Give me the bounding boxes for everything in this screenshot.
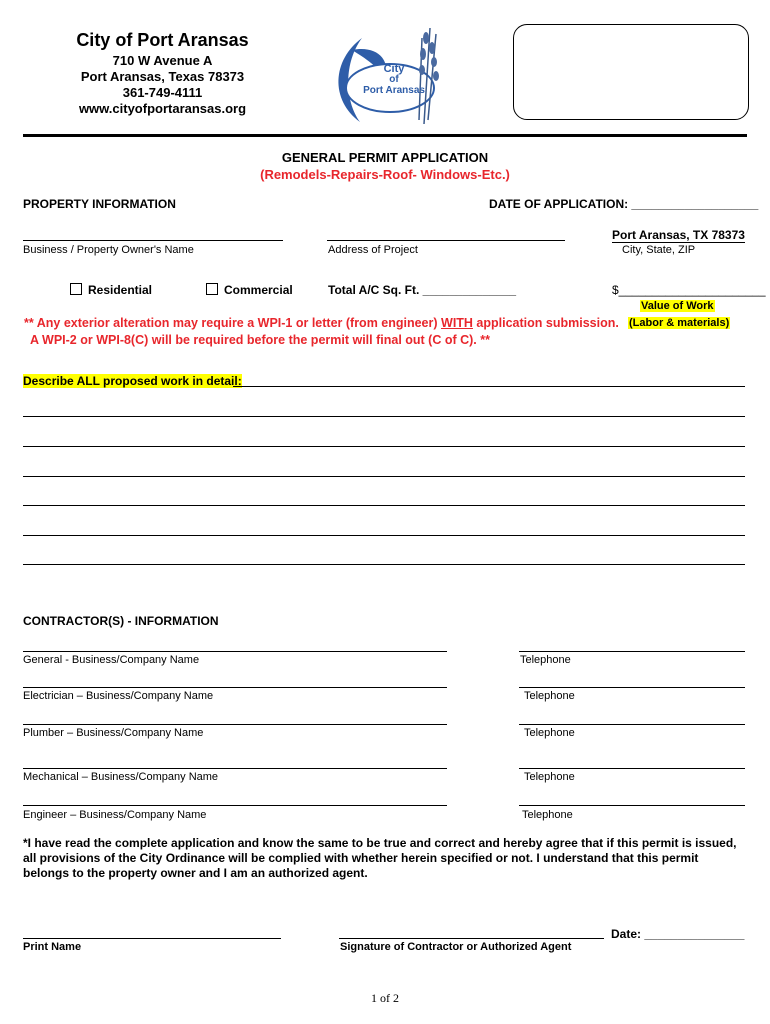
signature-date-field[interactable]: Date: _______________ — [611, 927, 745, 941]
logo-text-of: of — [389, 74, 399, 85]
describe-line-3[interactable] — [23, 476, 745, 477]
engineer-phone-field[interactable] — [519, 805, 745, 806]
form-subtitle: (Remodels-Repairs-Roof- Windows-Etc.) — [260, 167, 510, 182]
city-state-zip-value[interactable]: Port Aransas, TX 78373 — [612, 228, 745, 242]
mechanical-phone-field[interactable] — [519, 768, 745, 769]
notice-with: WITH — [441, 316, 473, 330]
notice-text-a: ** Any exterior alteration may require a WPI-1 or letter (from engineer) — [24, 316, 442, 330]
engineer-name-field[interactable] — [23, 805, 447, 806]
logo-text-city: City — [383, 63, 405, 75]
electrician-phone-field[interactable] — [519, 687, 745, 688]
labor-materials-label: (Labor & materials) — [629, 317, 730, 329]
form-title: GENERAL PERMIT APPLICATION — [281, 150, 489, 165]
print-name-label: Print Name — [23, 941, 82, 953]
property-heading: PROPERTY INFORMATION — [23, 197, 176, 211]
notice-line-1 — [24, 316, 619, 330]
engineer-name-label: Engineer – Business/Company Name — [23, 809, 207, 821]
describe-line-1[interactable] — [23, 416, 745, 417]
date-of-application[interactable]: DATE OF APPLICATION: ___________________ — [489, 197, 759, 211]
describe-line-6[interactable] — [23, 564, 745, 565]
header-divider — [23, 134, 747, 137]
value-of-work-label: Value of Work — [641, 300, 714, 312]
address-line-1: 710 W Avenue A — [112, 53, 213, 68]
logo-graphic — [322, 20, 452, 132]
city-state-zip-label: City, State, ZIP — [622, 244, 696, 256]
project-address-field[interactable] — [327, 240, 565, 241]
describe-line-4[interactable] — [23, 505, 745, 506]
engineer-phone-label: Telephone — [522, 809, 573, 821]
affirmation-text: *I have read the complete application and know the same to be true and correct and hereby agree that if this permit is issued, all provisions of the City Ordinance will be complied with whether herein specified or not. I understand that this permit belongs to the property owner and I am an authorized agent. — [23, 836, 737, 880]
notice-text-b: application submission. — [472, 316, 619, 330]
city-address — [40, 53, 285, 117]
plumber-name-field[interactable] — [23, 724, 447, 725]
page-number: 1 of 2 — [371, 991, 399, 1005]
residential-option[interactable] — [70, 283, 152, 297]
total-sqft-field[interactable]: Total A/C Sq. Ft. ______________ — [328, 283, 517, 297]
mechanical-phone-label: Telephone — [524, 771, 575, 783]
electrician-phone-label: Telephone — [524, 690, 575, 702]
electrician-name-label: Electrician – Business/Company Name — [23, 690, 214, 702]
mechanical-name-field[interactable] — [23, 768, 447, 769]
address-line-2: Port Aransas, Texas 78373 — [80, 69, 245, 84]
signature-label: Signature of Contractor or Authorized Agent — [340, 941, 572, 953]
plumber-phone-label: Telephone — [524, 727, 575, 739]
general-name-label: General - Business/Company Name — [23, 654, 200, 666]
commercial-label: Commercial — [224, 283, 293, 297]
phone-number: 361-749-4111 — [122, 85, 203, 100]
logo-text-port: Port Aransas — [363, 85, 425, 96]
mechanical-name-label: Mechanical – Business/Company Name — [23, 771, 219, 783]
residential-label: Residential — [88, 283, 153, 297]
city-name: City of Port Aransas — [76, 30, 249, 50]
general-name-field[interactable] — [23, 651, 447, 652]
residential-checkbox[interactable] — [70, 283, 82, 295]
owner-name-label: Business / Property Owner's Name — [23, 244, 194, 256]
electrician-name-field[interactable] — [23, 687, 447, 688]
describe-line-2[interactable] — [23, 446, 745, 447]
plumber-phone-field[interactable] — [519, 724, 745, 725]
value-of-work-field[interactable]: $______________________ — [612, 283, 766, 297]
plumber-name-label: Plumber – Business/Company Name — [23, 727, 204, 739]
city-logo — [322, 20, 452, 132]
describe-line-0[interactable] — [233, 386, 745, 387]
commercial-option[interactable] — [206, 283, 293, 297]
contractors-heading: CONTRACTOR(S) - INFORMATION — [23, 614, 219, 628]
owner-name-field[interactable] — [23, 240, 283, 241]
signature-field[interactable] — [339, 938, 604, 939]
office-use-box — [513, 24, 749, 120]
notice-line-2: A WPI-2 or WPI-8(C) will be required before the permit will final out (C of C). ** — [30, 333, 490, 347]
general-phone-label: Telephone — [520, 654, 571, 666]
describe-line-5[interactable] — [23, 535, 745, 536]
commercial-checkbox[interactable] — [206, 283, 218, 295]
general-phone-field[interactable] — [519, 651, 745, 652]
describe-work-label: Describe ALL proposed work in detail: — [23, 374, 242, 388]
website: www.cityofportaransas.org — [78, 101, 247, 116]
project-address-label: Address of Project — [328, 244, 418, 256]
print-name-field[interactable] — [23, 938, 281, 939]
